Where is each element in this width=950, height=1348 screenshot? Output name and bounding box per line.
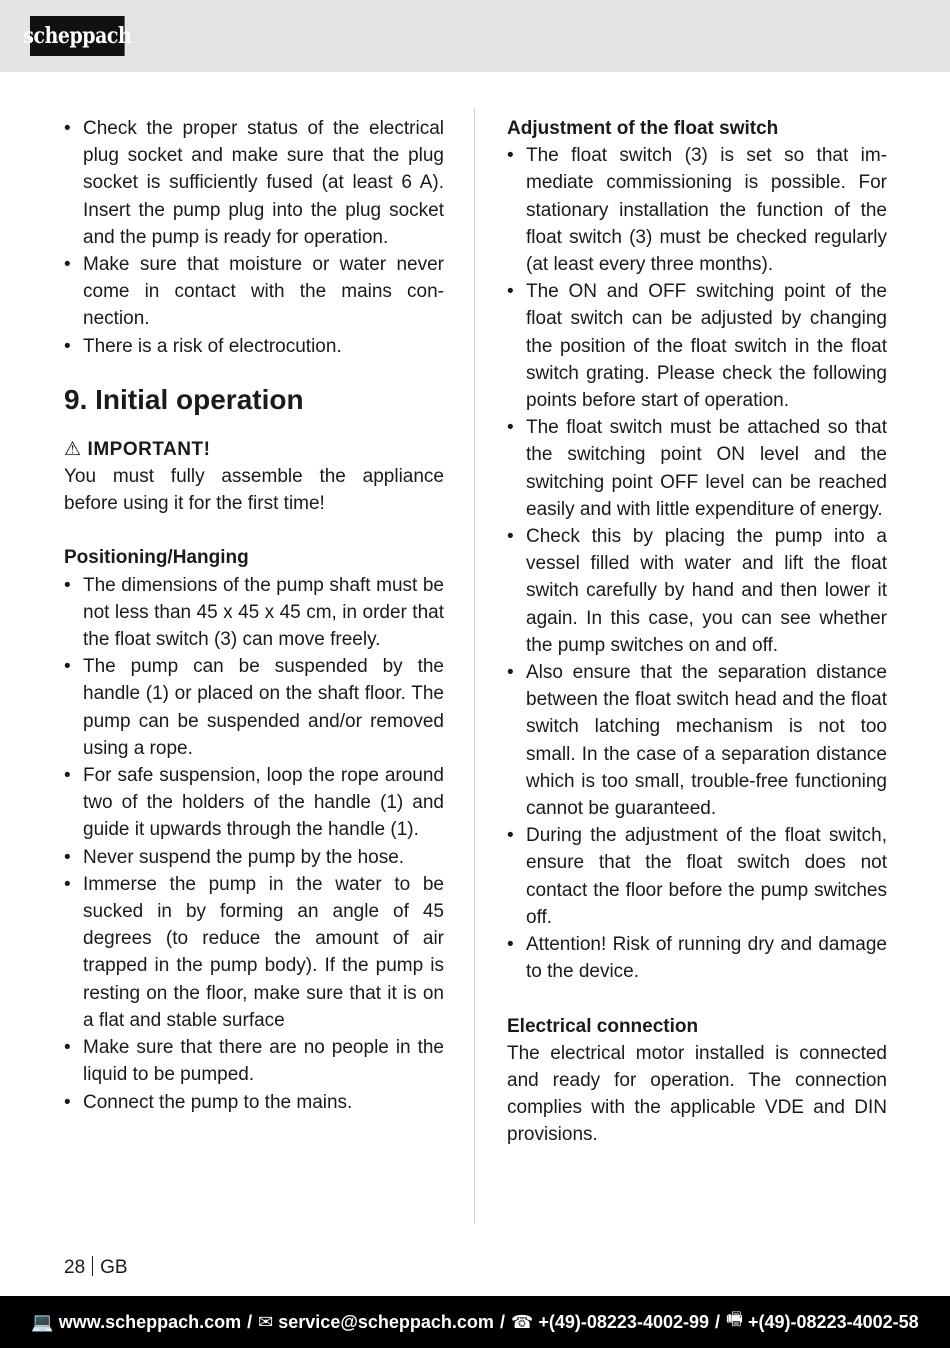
spacer — [507, 986, 887, 1013]
important-notice-text: You must fully assemble the appliance before using it for the first time! — [64, 466, 444, 515]
list-item: • The pump can be suspended by the handle (1) or placed on the shaft floor. The pump can be suspended and/or removed using a rope. — [64, 653, 444, 762]
list-item: • Also ensure that the separation distance between the float switch head and the float switch latching mechanism is not too small. In the case of a separation distance which is too small, trouble-free functioning cannot be guaranteed. — [507, 659, 887, 822]
column-divider — [474, 108, 475, 1224]
list-item: • Make sure that moisture or water never come in contact with the mains connection. — [64, 251, 444, 333]
float-switch-bullet-list — [507, 142, 887, 985]
left-column — [64, 115, 444, 1116]
intro-bullet-list — [64, 115, 444, 360]
spacer — [64, 517, 444, 544]
fax-number: +(49)-08223-4002-58 — [748, 1311, 919, 1332]
phone-number: +(49)-08223-4002-99 — [538, 1311, 709, 1332]
important-label: IMPORTANT! — [87, 438, 211, 460]
list-item: • The float switch (3) is set so that immediate commissioning is possible. For stationary installation the function of the float switch (3) must be checked regularly (at least every three months). — [507, 142, 887, 278]
website-link[interactable]: www.scheppach.com — [58, 1311, 242, 1332]
float-switch-heading: Adjustment of the float switch — [507, 118, 779, 139]
positioning-heading: Positioning/Hanging — [64, 547, 249, 569]
page-footer — [0, 1296, 950, 1348]
list-item: • Check this by placing the pump into a vessel filled with water and lift the float switch carefully by hand and then lower it again. In this case, you can see whether the pump switches on and off. — [507, 523, 887, 659]
important-notice-heading — [64, 436, 444, 463]
list-item: • The dimensions of the pump shaft must be not less than 45 x 45 x 45 cm, in order that the float switch (3) can move freely. — [64, 572, 444, 654]
mail-icon: ✉ — [258, 1311, 274, 1332]
positioning-bullet-list — [64, 572, 444, 1116]
page-number-value: 28 — [64, 1257, 86, 1278]
computer-icon: 💻 — [31, 1311, 54, 1332]
list-item: • Never suspend the pump by the hose. — [64, 844, 444, 871]
email-link[interactable]: service@scheppach.com — [278, 1311, 494, 1332]
right-column — [507, 115, 887, 1149]
phone-icon: ☎ — [510, 1311, 534, 1332]
list-item: • Immerse the pump in the water to be sucked in by forming an angle of 45 degrees (to reduce the amount of air trapped in the pump body). If the pump is resting on the floor, make sure that it is on a flat and stable surface — [64, 871, 444, 1034]
page-number-divider — [92, 1256, 93, 1276]
list-item: • For safe suspension, loop the rope around two of the holders of the handle (1) and guide it upwards through the handle (1). — [64, 762, 444, 844]
list-item: • Make sure that there are no people in the liquid to be pumped. — [64, 1034, 444, 1088]
footer-separator: / — [499, 1311, 505, 1332]
list-item: • Attention! Risk of running dry and damage to the device. — [507, 931, 887, 985]
fax-icon: 🖷 — [726, 1309, 744, 1329]
page-language: GB — [100, 1257, 128, 1278]
brand-logo: scheppach — [30, 16, 125, 56]
electrical-connection-heading: Electrical connection — [507, 1015, 699, 1037]
page-header — [0, 0, 950, 72]
footer-separator: / — [247, 1311, 253, 1332]
section-title: 9. Initial operation — [64, 383, 304, 415]
list-item: • During the adjustment of the float switch, ensure that the float switch does not contact the floor before the pump switches off. — [507, 822, 887, 931]
page-number — [64, 1256, 128, 1280]
list-item: • The float switch must be attached so that the switching point ON level and the switching point OFF level can be reached easily and with little expenditure of energy. — [507, 414, 887, 523]
list-item: • Check the proper status of the electrical plug socket and make sure that the plug socket is sufficiently fused (at least 6 A). Insert the pump plug into the plug socket and the pump is ready for operation. — [64, 115, 444, 251]
footer-separator: / — [715, 1311, 721, 1332]
list-item: • There is a risk of electrocution. — [64, 333, 444, 360]
electrical-connection-text: The electrical motor installed is connected and ready for operation. The connection complies with the applicable VDE and DIN provisions. — [507, 1042, 887, 1146]
warning-icon: ⚠ — [64, 438, 82, 460]
list-item: • The ON and OFF switching point of the float switch can be adjusted by changing the position of the float switch in the float switch grating. Please check the following points before start of operation. — [507, 278, 887, 414]
list-item: • Connect the pump to the mains. — [64, 1089, 444, 1116]
